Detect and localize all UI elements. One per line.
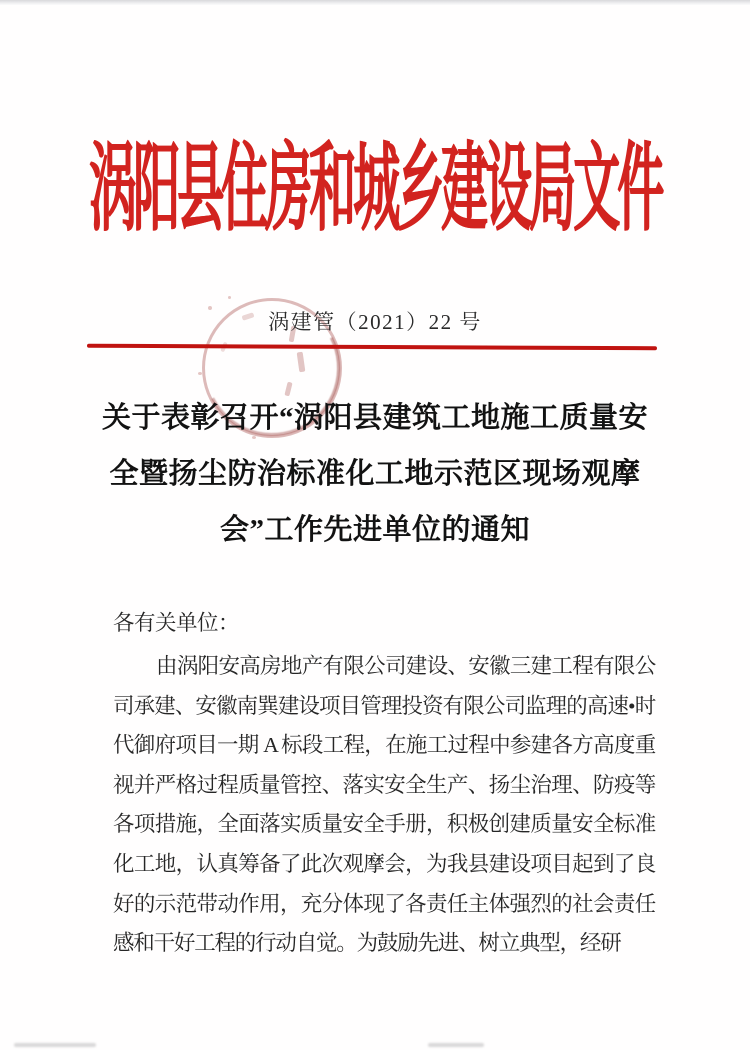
- page-bottom-shadow-mid: [428, 1043, 484, 1047]
- body-paragraph: 由涡阳安高房地产有限公司建设、安徽三建工程有限公司承建、安徽南巽建设项目管理投资有限公司监理的高速•时代御府项目一期 A 标段工程，在施工过程中参建各方高度重视并严格过程质量管控、落实安全生产、扬尘治理、防疫等各项措施，全面落实质量安全手册，积极创建质量安全标准化工地，认真筹备了此次观摩会，为我县建设项目起到了良好的示范带动作用，充分体现了各责任主体强烈的社会责任感和干好工程的行动自觉。为鼓励先进、树立典型，经研: [113, 654, 655, 956]
- ink-speck: [198, 372, 202, 375]
- notice-title-line-2: 全暨扬尘防治标准化工地示范区现场观摩: [109, 458, 641, 490]
- agency-title-banner: [0, 120, 750, 242]
- notice-title: [0, 390, 750, 558]
- notice-title-line-3: 会”工作先进单位的通知: [219, 514, 530, 546]
- ink-speck: [228, 296, 231, 299]
- red-separator-line: [87, 344, 657, 350]
- agency-title-text: 涡阳县住房和城乡建设局文件: [89, 136, 661, 244]
- notice-title-line-1: 关于表彰召开“涡阳县建筑工地施工质量安: [101, 402, 648, 434]
- document-number: 涡建管（2021）22 号: [268, 310, 482, 334]
- salutation: 各有关单位：: [113, 611, 240, 635]
- page-bottom-shadow-left: [14, 1043, 96, 1047]
- page-top-edge-shadow: [0, 0, 750, 5]
